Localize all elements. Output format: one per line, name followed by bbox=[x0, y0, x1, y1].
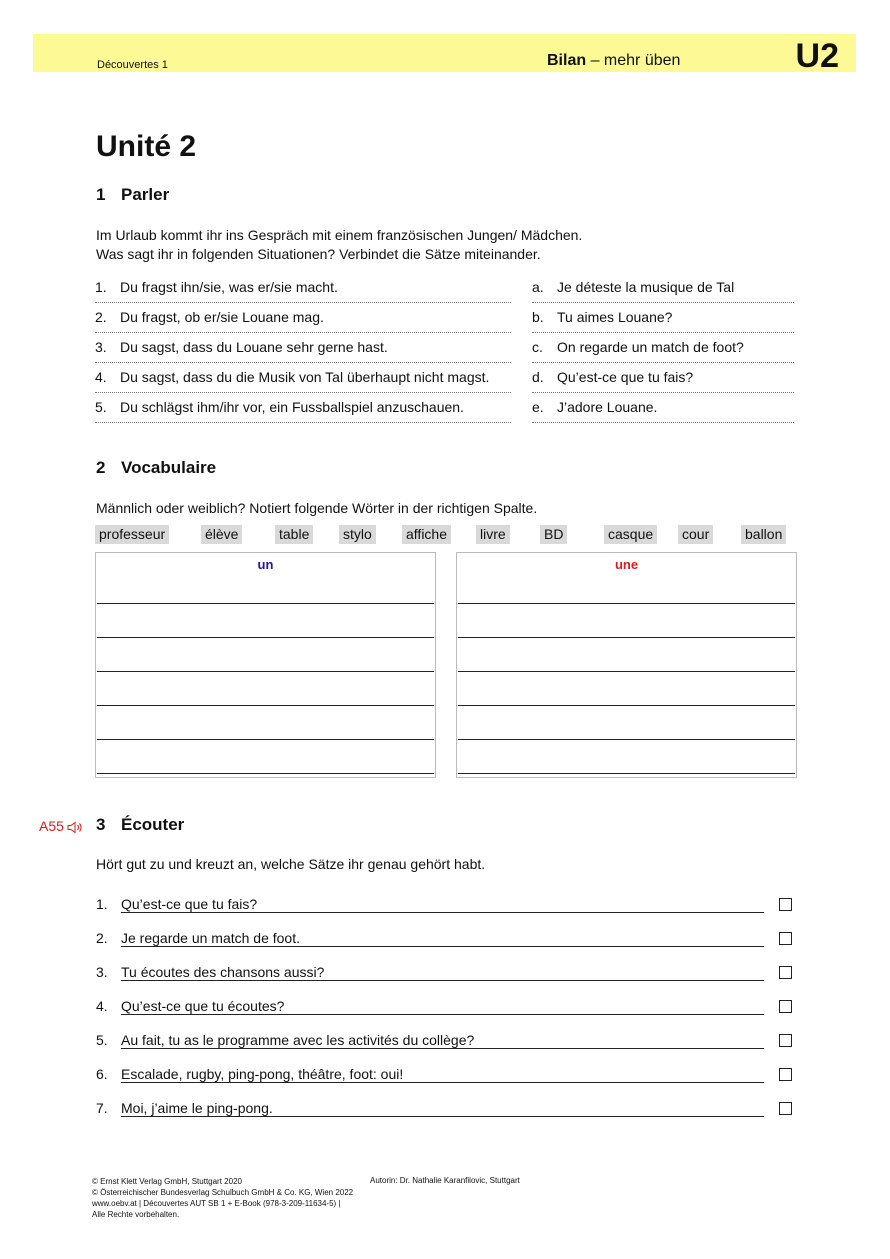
section-3-heading bbox=[96, 815, 184, 835]
vocab-word: ballon bbox=[741, 525, 786, 544]
listening-item bbox=[96, 1064, 764, 1084]
section-number: 1 bbox=[96, 185, 106, 204]
audio-track-label[interactable] bbox=[39, 818, 83, 834]
matching-row bbox=[532, 364, 794, 393]
answer-line bbox=[121, 1014, 764, 1015]
row-number: b. bbox=[532, 309, 544, 325]
row-number: 3. bbox=[95, 339, 107, 355]
vocab-word: élève bbox=[201, 525, 242, 544]
matching-row bbox=[532, 334, 794, 363]
bilan-rest: – mehr üben bbox=[586, 52, 681, 69]
matching-row bbox=[95, 274, 511, 303]
row-number: a. bbox=[532, 279, 544, 295]
item-sentence: Tu écoutes des chansons aussi? bbox=[121, 964, 325, 980]
listening-item bbox=[96, 1030, 764, 1050]
section-3-intro: Hört gut zu und kreuzt an, welche Sätze ihr genau gehört habt. bbox=[96, 856, 486, 872]
answer-line bbox=[121, 946, 764, 947]
matching-row bbox=[532, 394, 794, 423]
copyright-footer bbox=[92, 1176, 353, 1220]
writing-line[interactable] bbox=[458, 705, 795, 706]
writing-line[interactable] bbox=[458, 637, 795, 638]
item-number: 7. bbox=[96, 1100, 108, 1116]
item-number: 4. bbox=[96, 998, 108, 1014]
writing-line[interactable] bbox=[97, 773, 434, 774]
listening-item bbox=[96, 996, 764, 1016]
section-number: 2 bbox=[96, 458, 106, 477]
writing-line[interactable] bbox=[97, 603, 434, 604]
item-sentence: Moi, j’aime le ping-pong. bbox=[121, 1100, 273, 1116]
row-text: Du sagst, dass du Louane sehr gerne hast. bbox=[120, 339, 388, 355]
answer-line bbox=[121, 1048, 764, 1049]
answer-line bbox=[121, 1082, 764, 1083]
item-number: 6. bbox=[96, 1066, 108, 1082]
intro-line-2: Was sagt ihr in folgenden Situationen? Verbindet die Sätze miteinander. bbox=[96, 246, 541, 262]
row-number: 5. bbox=[95, 399, 107, 415]
writing-line[interactable] bbox=[458, 603, 795, 604]
row-number: c. bbox=[532, 339, 543, 355]
matching-row bbox=[95, 394, 511, 423]
row-number: 1. bbox=[95, 279, 107, 295]
vocab-word: BD bbox=[540, 525, 567, 544]
row-text: Tu aimes Louane? bbox=[557, 309, 673, 325]
writing-line[interactable] bbox=[97, 739, 434, 740]
checkbox[interactable] bbox=[779, 1102, 792, 1115]
row-text: Du sagst, dass du die Musik von Tal überhaupt nicht magst. bbox=[120, 369, 490, 385]
vocab-word: cour bbox=[678, 525, 713, 544]
writing-line[interactable] bbox=[97, 637, 434, 638]
item-sentence: Je regarde un match de foot. bbox=[121, 930, 300, 946]
listening-item bbox=[96, 894, 764, 914]
section-number: 3 bbox=[96, 815, 106, 834]
matching-row bbox=[95, 364, 511, 393]
checkbox[interactable] bbox=[779, 1000, 792, 1013]
listening-item bbox=[96, 962, 764, 982]
speaker-icon bbox=[67, 821, 83, 834]
listening-item bbox=[96, 928, 764, 948]
vocab-word: table bbox=[275, 525, 313, 544]
section-title: Écouter bbox=[121, 815, 185, 834]
writing-line[interactable] bbox=[458, 671, 795, 672]
section-2-heading bbox=[96, 458, 216, 478]
row-number: e. bbox=[532, 399, 544, 415]
copyright-line: © Österreichischer Bundesverlag Schulbuch GmbH & Co. KG, Wien 2022 bbox=[92, 1188, 354, 1197]
row-text: On regarde un match de foot? bbox=[557, 339, 744, 355]
row-number: 2. bbox=[95, 309, 107, 325]
intro-line-1: Im Urlaub kommt ihr ins Gespräch mit einem französischen Jungen/ Mädchen. bbox=[96, 227, 583, 243]
copyright-line: © Ernst Klett Verlag GmbH, Stuttgart 2020 bbox=[92, 1177, 242, 1186]
item-number: 5. bbox=[96, 1032, 108, 1048]
answer-line bbox=[121, 912, 764, 913]
row-text: Qu’est-ce que tu fais? bbox=[557, 369, 694, 385]
section-title: Parler bbox=[121, 185, 170, 204]
item-sentence: Qu’est-ce que tu écoutes? bbox=[121, 998, 285, 1014]
answer-line bbox=[121, 980, 764, 981]
matching-row bbox=[532, 304, 794, 333]
checkbox[interactable] bbox=[779, 966, 792, 979]
audio-track-number: A55 bbox=[39, 818, 64, 834]
checkbox[interactable] bbox=[779, 898, 792, 911]
checkbox[interactable] bbox=[779, 1068, 792, 1081]
matching-row bbox=[95, 304, 511, 333]
matching-row bbox=[95, 334, 511, 363]
column-un-box[interactable] bbox=[95, 552, 436, 778]
item-sentence: Au fait, tu as le programme avec les activités du collège? bbox=[121, 1032, 475, 1048]
vocab-word: stylo bbox=[339, 525, 376, 544]
writing-line[interactable] bbox=[458, 739, 795, 740]
row-text: Du fragst, ob er/sie Louane mag. bbox=[120, 309, 324, 325]
row-text: Je déteste la musique de Tal bbox=[557, 279, 735, 295]
row-text: Du schlägst ihm/ihr vor, ein Fussballspiel anzuschauen. bbox=[120, 399, 464, 415]
copyright-line: www.oebv.at | Découvertes AUT SB 1 + E-Book (978-3-209-11634-5) | bbox=[92, 1199, 341, 1208]
unit-label: U2 bbox=[795, 37, 839, 75]
checkbox[interactable] bbox=[779, 1034, 792, 1047]
header-bilan bbox=[547, 52, 680, 70]
bilan-bold: Bilan bbox=[547, 52, 587, 69]
copyright-line: Alle Rechte vorbehalten. bbox=[92, 1210, 180, 1219]
page-title: Unité 2 bbox=[96, 130, 197, 163]
item-sentence: Qu’est-ce que tu fais? bbox=[121, 896, 258, 912]
writing-line[interactable] bbox=[97, 671, 434, 672]
author-credit: Autorin: Dr. Nathalie Karanfilovic, Stuttgart bbox=[370, 1176, 520, 1185]
vocab-word: casque bbox=[604, 525, 657, 544]
page-header bbox=[33, 34, 856, 75]
vocab-word: livre bbox=[476, 525, 510, 544]
section-title: Vocabulaire bbox=[121, 458, 217, 477]
column-une-box[interactable] bbox=[456, 552, 797, 778]
book-title: Découvertes 1 bbox=[97, 59, 168, 71]
section-1-intro bbox=[96, 226, 582, 264]
vocab-word: affiche bbox=[402, 525, 451, 544]
matching-row bbox=[532, 274, 794, 303]
row-text: J’adore Louane. bbox=[557, 399, 658, 415]
answer-line bbox=[121, 1116, 764, 1117]
vocab-word: professeur bbox=[95, 525, 169, 544]
listening-item bbox=[96, 1098, 764, 1118]
column-un-header: un bbox=[257, 557, 274, 572]
section-2-intro: Männlich oder weiblich? Notiert folgende Wörter in der richtigen Spalte. bbox=[96, 500, 538, 516]
item-sentence: Escalade, rugby, ping-pong, théâtre, foot: oui! bbox=[121, 1066, 404, 1082]
section-1-heading bbox=[96, 185, 169, 205]
row-number: d. bbox=[532, 369, 544, 385]
row-text: Du fragst ihn/sie, was er/sie macht. bbox=[120, 279, 338, 295]
column-une-header: une bbox=[614, 557, 639, 572]
row-number: 4. bbox=[95, 369, 107, 385]
writing-line[interactable] bbox=[458, 773, 795, 774]
checkbox[interactable] bbox=[779, 932, 792, 945]
item-number: 1. bbox=[96, 896, 108, 912]
item-number: 3. bbox=[96, 964, 108, 980]
writing-line[interactable] bbox=[97, 705, 434, 706]
item-number: 2. bbox=[96, 930, 108, 946]
